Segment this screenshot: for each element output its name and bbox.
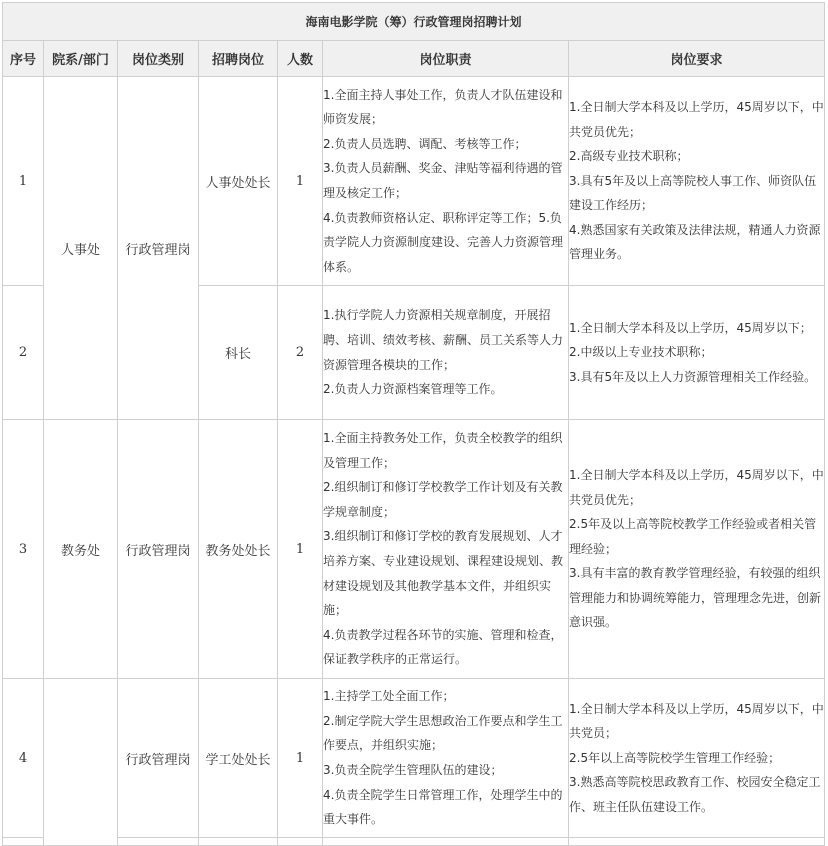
requirement-item: 2.5年及以上高等院校教学工作经验或者相关管理经验； <box>569 517 817 556</box>
duty-item: 1.全面主持人事处工作，负责人才队伍建设和师资发展； <box>323 87 563 127</box>
row-dept-empty <box>44 679 118 846</box>
requirement-item: 1.全日制大学本科及以上学历，45周岁以下； <box>569 320 812 335</box>
duty-item: 2.组织制订和修订学校教学工作计划及有关教学规章制度； <box>323 480 563 519</box>
table-title-row <box>3 3 825 41</box>
row-post <box>199 838 278 846</box>
duty-item: 3.负责全院学生管理队伍的建设； <box>323 763 503 777</box>
requirement-item: 2.高级专业技术职称； <box>569 149 689 164</box>
row-no: 3 <box>3 420 44 679</box>
row-count: 1 <box>278 679 323 838</box>
table-row <box>3 838 825 846</box>
requirement-item: 3.具有丰富的教育教学管理经验，有较强的组织管理能力和协调统筹能力，管理理念先进，创新意识强。 <box>569 566 822 630</box>
row-requirements <box>569 838 825 846</box>
duty-item: 4.负责教师资格认定、职称评定等工作；5.负责学院人力资源制度建设、完善人力资源管理体系。 <box>323 210 564 274</box>
row-post: 人事处处长 <box>199 77 278 286</box>
row-requirements <box>569 679 825 838</box>
row-requirements <box>569 286 825 420</box>
requirement-item: 1.全日制大学本科及以上学历，45周岁以下，中共党员优先； <box>569 467 824 507</box>
recruitment-plan <box>2 2 824 846</box>
row-requirements <box>569 77 825 286</box>
recruitment-table <box>2 2 825 846</box>
duty-item: 1.执行学院人力资源相关规章制度，开展招聘、培训、绩效考核、薪酬、员工关系等人力资源管理各模块的工作； <box>323 308 564 372</box>
row-post: 科长 <box>199 286 278 420</box>
header-post: 招聘岗位 <box>199 41 278 77</box>
row-duties <box>323 420 569 679</box>
header-requirements: 岗位要求 <box>569 41 825 77</box>
row-requirements <box>569 420 825 679</box>
row-category: 行政管理岗 <box>118 77 199 420</box>
row-count <box>278 838 323 846</box>
duty-item: 2.制定学院大学生思想政治工作要点和学生工作要点，并组织实施； <box>323 713 563 753</box>
table-row <box>3 77 825 286</box>
table-row <box>3 420 825 679</box>
requirement-item: 3.熟悉高等院校思政教育工作、校园安全稳定工作、班主任队伍建设工作。 <box>569 775 821 814</box>
duty-item: 1.主持学工处全面工作； <box>323 689 455 704</box>
row-category: 行政管理岗 <box>118 420 199 679</box>
table-row <box>3 679 825 838</box>
row-duties <box>323 679 569 838</box>
row-no <box>3 838 44 846</box>
duty-item: 4.负责全院学生日常管理工作，处理学生中的重大事件。 <box>323 787 563 827</box>
duty-item: 4.负责教学过程各环节的实施、管理和检查，保证教学秩序的正常运行。 <box>323 627 563 667</box>
row-duties <box>323 77 569 286</box>
duty-item: 3.组织制订和修订学校的教育发展规划、人才培养方案、专业建设规划、课程建设规划、教材建设规划及其他教学基本文件，并组织实施； <box>323 529 564 618</box>
row-dept: 教务处 <box>44 420 118 679</box>
row-post: 学工处处长 <box>199 679 278 838</box>
requirement-item: 3.具有5年及以上人力资源管理相关工作经验。 <box>569 369 817 384</box>
row-count: 2 <box>278 286 323 420</box>
row-category <box>118 838 199 846</box>
table-header-row <box>3 41 825 77</box>
header-duties: 岗位职责 <box>323 41 569 77</box>
row-count: 1 <box>278 420 323 679</box>
row-category: 行政管理岗 <box>118 679 199 838</box>
row-no: 2 <box>3 286 44 420</box>
header-category: 岗位类别 <box>118 41 199 77</box>
row-no: 4 <box>3 679 44 838</box>
row-duties <box>323 838 569 846</box>
table-title: 海南电影学院（筹）行政管理岗招聘计划 <box>3 3 825 41</box>
requirement-item: 3.具有5年及以上高等院校人事工作、师资队伍建设工作经历； <box>569 173 817 213</box>
header-dept: 院系/部门 <box>44 41 118 77</box>
requirement-item: 1.全日制大学本科及以上学历，45周岁以下，中共党员； <box>569 701 824 741</box>
row-no: 1 <box>3 77 44 286</box>
row-post: 教务处处长 <box>199 420 278 679</box>
row-dept: 人事处 <box>44 77 118 420</box>
requirement-item: 1.全日制大学本科及以上学历，45周岁以下，中共党员优先； <box>569 99 824 139</box>
row-duties <box>323 286 569 420</box>
duty-item: 3.负责人员薪酬、奖金、津贴等福利待遇的管理及核定工作； <box>323 161 563 200</box>
header-no: 序号 <box>3 41 44 77</box>
requirement-item: 2.中级以上专业技术职称； <box>569 345 713 360</box>
requirement-item: 2.5年以上高等院校学生管理工作经验； <box>569 750 781 765</box>
row-count: 1 <box>278 77 323 286</box>
requirement-item: 4.熟悉国家有关政策及法律法规，精通人力资源管理业务。 <box>569 222 821 262</box>
duty-item: 2.负责人员选聘、调配、考核等工作； <box>323 136 527 151</box>
duty-item: 1.全面主持教务处工作，负责全校教学的组织及管理工作； <box>323 431 563 470</box>
header-count: 人数 <box>278 41 323 77</box>
duty-item: 2.负责人力资源档案管理等工作。 <box>323 382 503 397</box>
